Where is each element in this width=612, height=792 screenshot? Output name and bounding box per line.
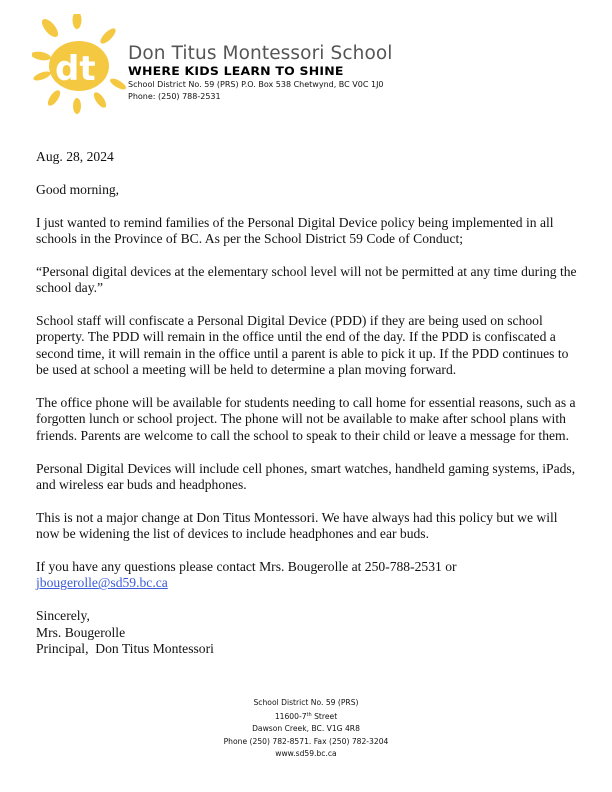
paragraph-intro: I just wanted to remind families of the Personal Digital Device policy being implemented in all schools in the Province of BC. As per the School District 59 Code of Conduct; [36, 214, 554, 246]
closing: Sincerely, [36, 608, 90, 624]
footer-street: 11600-7th Street [274, 712, 338, 722]
paragraph-quote: “Personal digital devices at the elementary school level will not be permitted at any time during the school day.” [36, 263, 577, 296]
letter-date: Aug. 28, 2024 [36, 149, 114, 164]
district-footer [0, 697, 612, 760]
signature-block [36, 608, 581, 657]
paragraph-contact [36, 559, 581, 592]
letterhead [128, 44, 393, 103]
school-phone: Phone: (250) 788-2531 [128, 92, 221, 101]
letter-body [36, 149, 581, 674]
school-name: Don Titus Montessori School [128, 43, 393, 64]
footer-district: School District No. 59 (PRS) [253, 698, 359, 707]
contact-text: If you have any questions please contact Mrs. Bougerolle at 250-788-2531 or [36, 559, 457, 575]
paragraph-confiscation: School staff will confiscate a Personal Digital Device (PDD) if they are being used on school property. The PDD will remain in the office until the end of the day. If the PDD is confiscated a second time, it will remain in the office until a parent is able to pick it up. If the PDD continues to be used at school a meeting will be held to determine a plan moving forward. [36, 313, 569, 378]
signer-name: Mrs. Bougerolle [36, 624, 126, 640]
sun-logo-icon [32, 14, 128, 114]
footer-phone-fax: Phone (250) 782-8571. Fax (250) 782-3204 [223, 736, 389, 746]
signer-title: Principal, Don Titus Montessori [36, 641, 214, 657]
email-link[interactable]: jbougerolle@sd59.bc.ca [36, 575, 168, 591]
footer-website[interactable]: www.sd59.bc.ca [275, 748, 337, 758]
school-tagline: WHERE KIDS LEARN TO SHINE [128, 63, 344, 78]
letter-greeting: Good morning, [36, 181, 120, 197]
footer-city: Dawson Creek, BC. V1G 4R8 [252, 724, 360, 734]
svg-text:dt: dt [55, 49, 96, 89]
school-address: School District No. 59 (PRS) P.O. Box 538 Chetwynd, BC V0C 1J0 [128, 80, 384, 89]
paragraph-devices: Personal Digital Devices will include cell phones, smart watches, handheld gaming systems, iPads, and wireless ear buds and headphones. [36, 460, 576, 493]
paragraph-office-phone: The office phone will be available for students needing to call home for essential reasons, such as a forgotten lunch or school project. The phone will not be available to make after school plans with friends. Parents are welcome to call the school to speak to their child or leave a message for them. [36, 395, 576, 443]
paragraph-change: This is not a major change at Don Titus Montessori. We have always had this policy but we will now be widening the list of devices to include headphones and ear buds. [36, 509, 558, 542]
